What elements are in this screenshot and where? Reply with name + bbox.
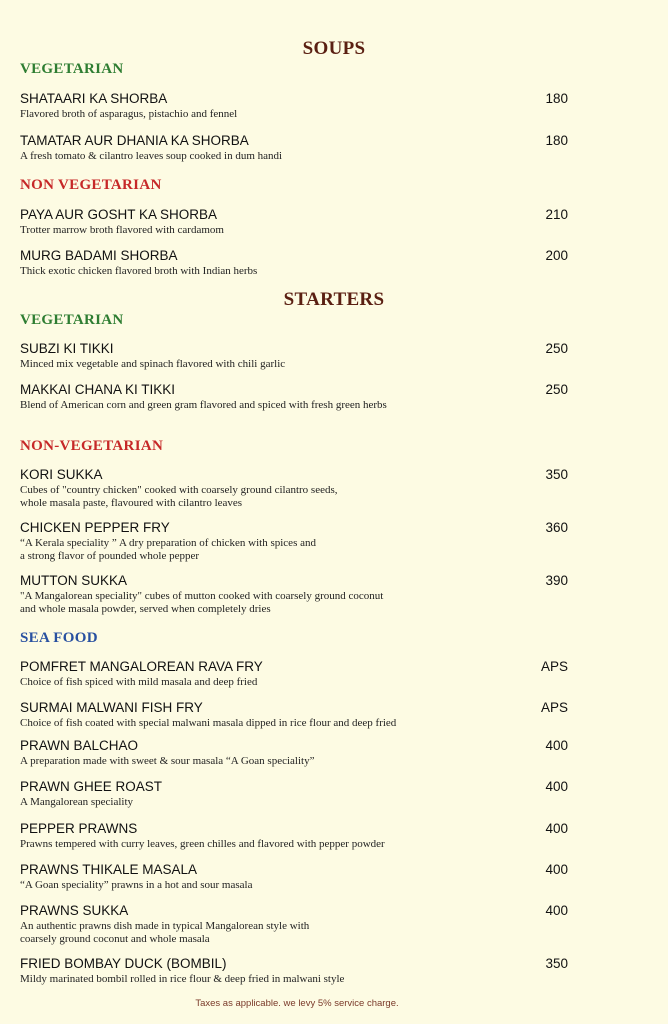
item-price: 210: [545, 207, 568, 222]
soups-vegetarian-label: VEGETARIAN: [20, 61, 124, 77]
item-description: “A Goan speciality” prawns in a hot and sour masala: [20, 879, 253, 891]
item-price: 180: [545, 133, 568, 148]
item-name: POMFRET MANGALOREAN RAVA FRY: [20, 659, 263, 674]
item-price: APS: [540, 659, 568, 674]
item-description: An authentic prawns dish made in typical Mangalorean style with: [20, 920, 310, 932]
item-price: 200: [545, 248, 568, 263]
item-description: Thick exotic chicken flavored broth with Indian herbs: [20, 265, 258, 277]
item-name: PRAWNS SUKKA: [20, 903, 129, 918]
item-description: Minced mix vegetable and spinach flavored with chili garlic: [20, 358, 286, 370]
sea-food-label: SEA FOOD: [20, 630, 98, 646]
item-description: A fresh tomato & cilantro leaves soup cooked in dum handi: [20, 150, 283, 162]
footer-note: Taxes as applicable. we levy 5% service charge.: [195, 998, 399, 1009]
item-price: 400: [545, 821, 568, 836]
item-name: TAMATAR AUR DHANIA KA SHORBA: [20, 133, 249, 148]
item-price: 350: [545, 467, 568, 482]
item-description: “A Kerala speciality ” A dry preparation of chicken with spices and: [20, 537, 316, 549]
item-description: Blend of American corn and green gram flavored and spiced with fresh green herbs: [20, 399, 387, 411]
menu-item: [20, 341, 568, 371]
item-name: FRIED BOMBAY DUCK (BOMBIL): [20, 956, 227, 971]
item-name: SUBZI KI TIKKI: [20, 341, 114, 356]
item-price: 250: [545, 341, 568, 356]
item-price: 390: [545, 573, 568, 588]
soups-non-veg-label: NON VEGETARIAN: [20, 177, 162, 193]
item-description: A Mangalorean speciality: [20, 796, 134, 808]
menu-item: [20, 91, 568, 121]
item-description: Cubes of "country chicken" cooked with coarsely ground cilantro seeds,: [20, 484, 338, 496]
menu-item: [20, 467, 568, 510]
menu-item: [20, 821, 568, 851]
item-price: 400: [545, 779, 568, 794]
item-description: coarsely ground coconut and whole masala: [20, 933, 210, 945]
item-price: 400: [545, 862, 568, 877]
menu-item: [20, 207, 568, 237]
item-name: PAYA AUR GOSHT KA SHORBA: [20, 207, 218, 222]
item-price: 250: [545, 382, 568, 397]
item-description: and whole masala powder, served when completely dries: [20, 603, 271, 615]
menu-item: [20, 520, 568, 563]
item-description: whole masala paste, flavoured with cilantro leaves: [20, 497, 243, 509]
item-name: PRAWN BALCHAO: [20, 738, 139, 753]
item-name: SHATAARI KA SHORBA: [20, 91, 168, 106]
item-price: 180: [545, 91, 568, 106]
item-price: 400: [545, 903, 568, 918]
starters-title: STARTERS: [283, 289, 385, 310]
item-description: Mildy marinated bombil rolled in rice flour & deep fried in malwani style: [20, 973, 345, 985]
item-name: MAKKAI CHANA KI TIKKI: [20, 382, 176, 397]
menu-item: [20, 738, 568, 768]
item-name: KORI SUKKA: [20, 467, 103, 482]
item-name: PRAWN GHEE ROAST: [20, 779, 163, 794]
menu-item: [20, 779, 568, 809]
menu-item: [20, 573, 568, 616]
item-description: Flavored broth of asparagus, pistachio and fennel: [20, 108, 238, 120]
starters-vegetarian-label: VEGETARIAN: [20, 312, 124, 328]
menu-item: [20, 956, 568, 986]
item-name: PRAWNS THIKALE MASALA: [20, 862, 198, 877]
item-description: Prawns tempered with curry leaves, green chilles and flavored with pepper powder: [20, 838, 385, 850]
item-description: A preparation made with sweet & sour masala “A Goan speciality”: [20, 755, 315, 767]
item-price: 350: [545, 956, 568, 971]
item-description: Choice of fish spiced with mild masala and deep fried: [20, 676, 258, 688]
item-description: a strong flavor of pounded whole pepper: [20, 550, 200, 562]
starters-non-veg-label: NON-VEGETARIAN: [20, 438, 164, 454]
item-description: Trotter marrow broth flavored with cardamom: [20, 224, 224, 236]
menu-item: [20, 133, 568, 163]
menu-item: [20, 903, 568, 946]
item-price: 360: [545, 520, 568, 535]
menu-item: [20, 382, 568, 412]
soups-title: SOUPS: [302, 38, 366, 59]
item-name: MUTTON SUKKA: [20, 573, 128, 588]
item-description: Choice of fish coated with special malwani masala dipped in rice flour and deep fried: [20, 717, 397, 729]
item-price: 400: [545, 738, 568, 753]
item-name: MURG BADAMI SHORBA: [20, 248, 178, 263]
item-price: APS: [540, 700, 568, 715]
menu-item: [20, 659, 568, 689]
menu-item: [20, 248, 568, 278]
menu-item: [20, 862, 568, 892]
item-name: PEPPER PRAWNS: [20, 821, 138, 836]
item-name: CHICKEN PEPPER FRY: [20, 520, 170, 535]
menu-item: [20, 700, 568, 730]
item-description: "A Mangalorean speciality" cubes of mutton cooked with coarsely ground coconut: [20, 590, 384, 602]
item-name: SURMAI MALWANI FISH FRY: [20, 700, 203, 715]
